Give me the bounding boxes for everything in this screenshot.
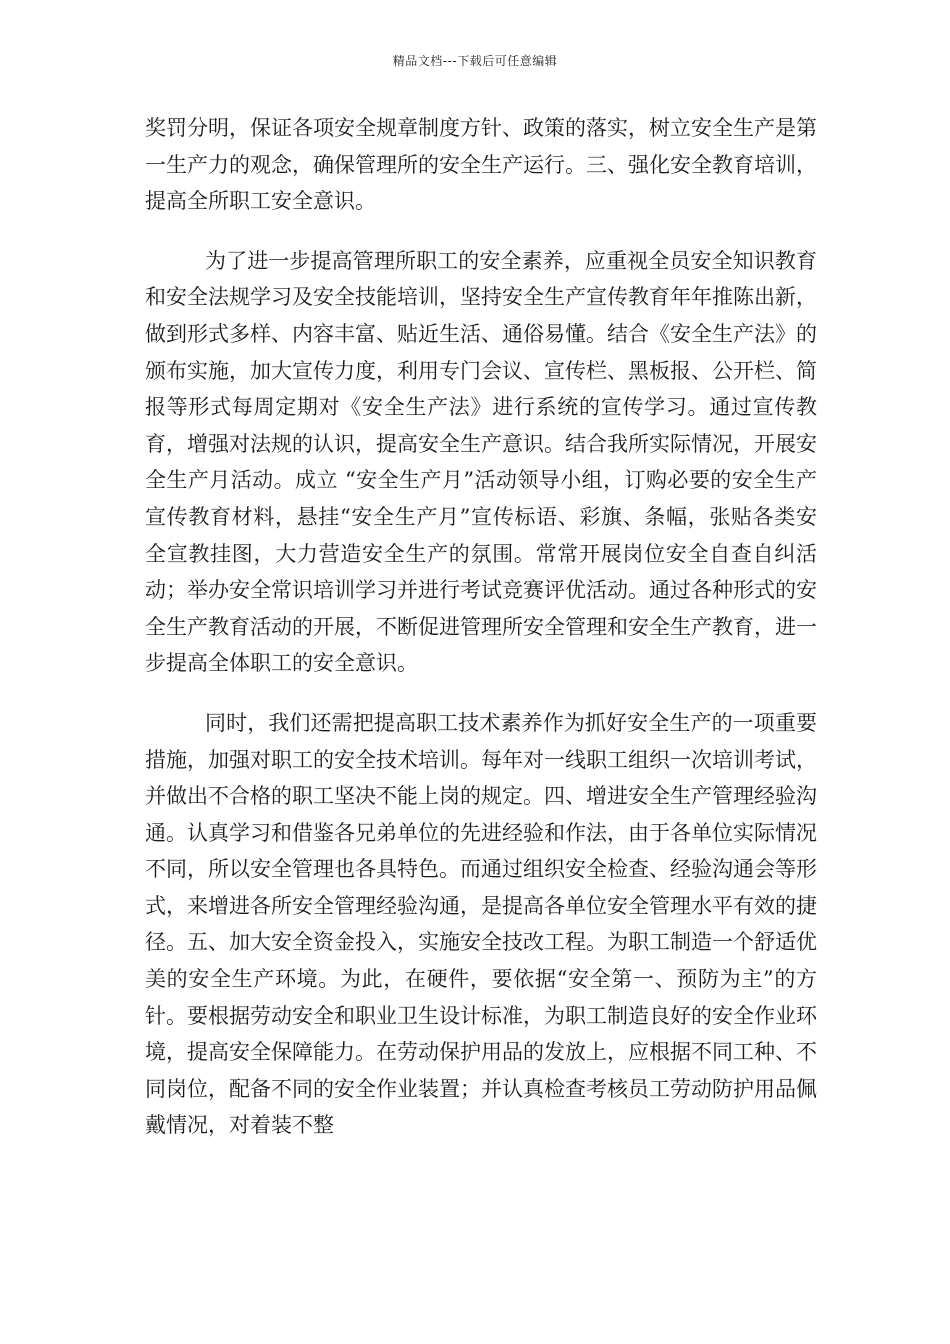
document-body [145, 110, 817, 1144]
page-header: 精品文档---下载后可任意编辑 [392, 54, 558, 68]
paragraph-1: 奖罚分明，保证各项安全规章制度方针、政策的落实，树立安全生产是第一生产力的观念，确保管理所的安全生产运行。三、强化安全教育培训，提高全所职工安全意识。 [145, 116, 817, 214]
paragraph-3: 同时，我们还需把提高职工技术素养作为抓好安全生产的一项重要措施，加强对职工的安全技术培训。每年对一线职工组织一次培训考试，并做出不合格的职工坚决不能上岗的规定。四、增进安全生产管理经验沟通。认真学习和借鉴各兄弟单位的先进经验和作法，由于各单位实际情况不同，所以安全管理也各具特色。而通过组织安全检查、经验沟通会等形式，来增进各所安全管理经验沟通，是提高各单位安全管理水平有效的捷径。五、加大安全资金投入，实施安全技改工程。为职工制造一个舒适优美的安全生产环境。为此，在硬件，要依据“安全第一、预防为主”的方针。要根据劳动安全和职业卫生设计标准，为职工制造良好的安全作业环境，提高安全保障能力。在劳动保护用品的发放上，应根据不同工种、不同岗位，配备不同的安全作业装置；并认真检查考核员工劳动防护用品佩戴情况，对着装不整 [145, 710, 817, 1138]
paragraph-2: 为了进一步提高管理所职工的安全素养，应重视全员安全知识教育和安全法规学习及安全技能培训，坚持安全生产宣传教育年年推陈出新，做到形式多样、内容丰富、贴近生活、通俗易懂。结合《安全生产法》的颁布实施，加大宣传力度，利用专门会议、宣传栏、黑板报、公开栏、简报等形式每周定期对《安全生产法》进行系统的宣传学习。通过宣传教育，增强对法规的认识，提高安全生产意识。结合我所实际情况，开展安全生产月活动。成立 “安全生产月”活动领导小组，订购必要的安全生产宣传教育材料，悬挂“安全生产月”宣传标语、彩旗、条幅，张贴各类安全宣教挂图，大力营造安全生产的氛围。常常开展岗位安全自查自纠活动；举办安全常识培训学习并进行考试竞赛评优活动。通过各种形式的安全生产教育活动的开展，不断促进管理所安全管理和安全生产教育，进一步提高全体职工的安全意识。 [145, 248, 817, 676]
